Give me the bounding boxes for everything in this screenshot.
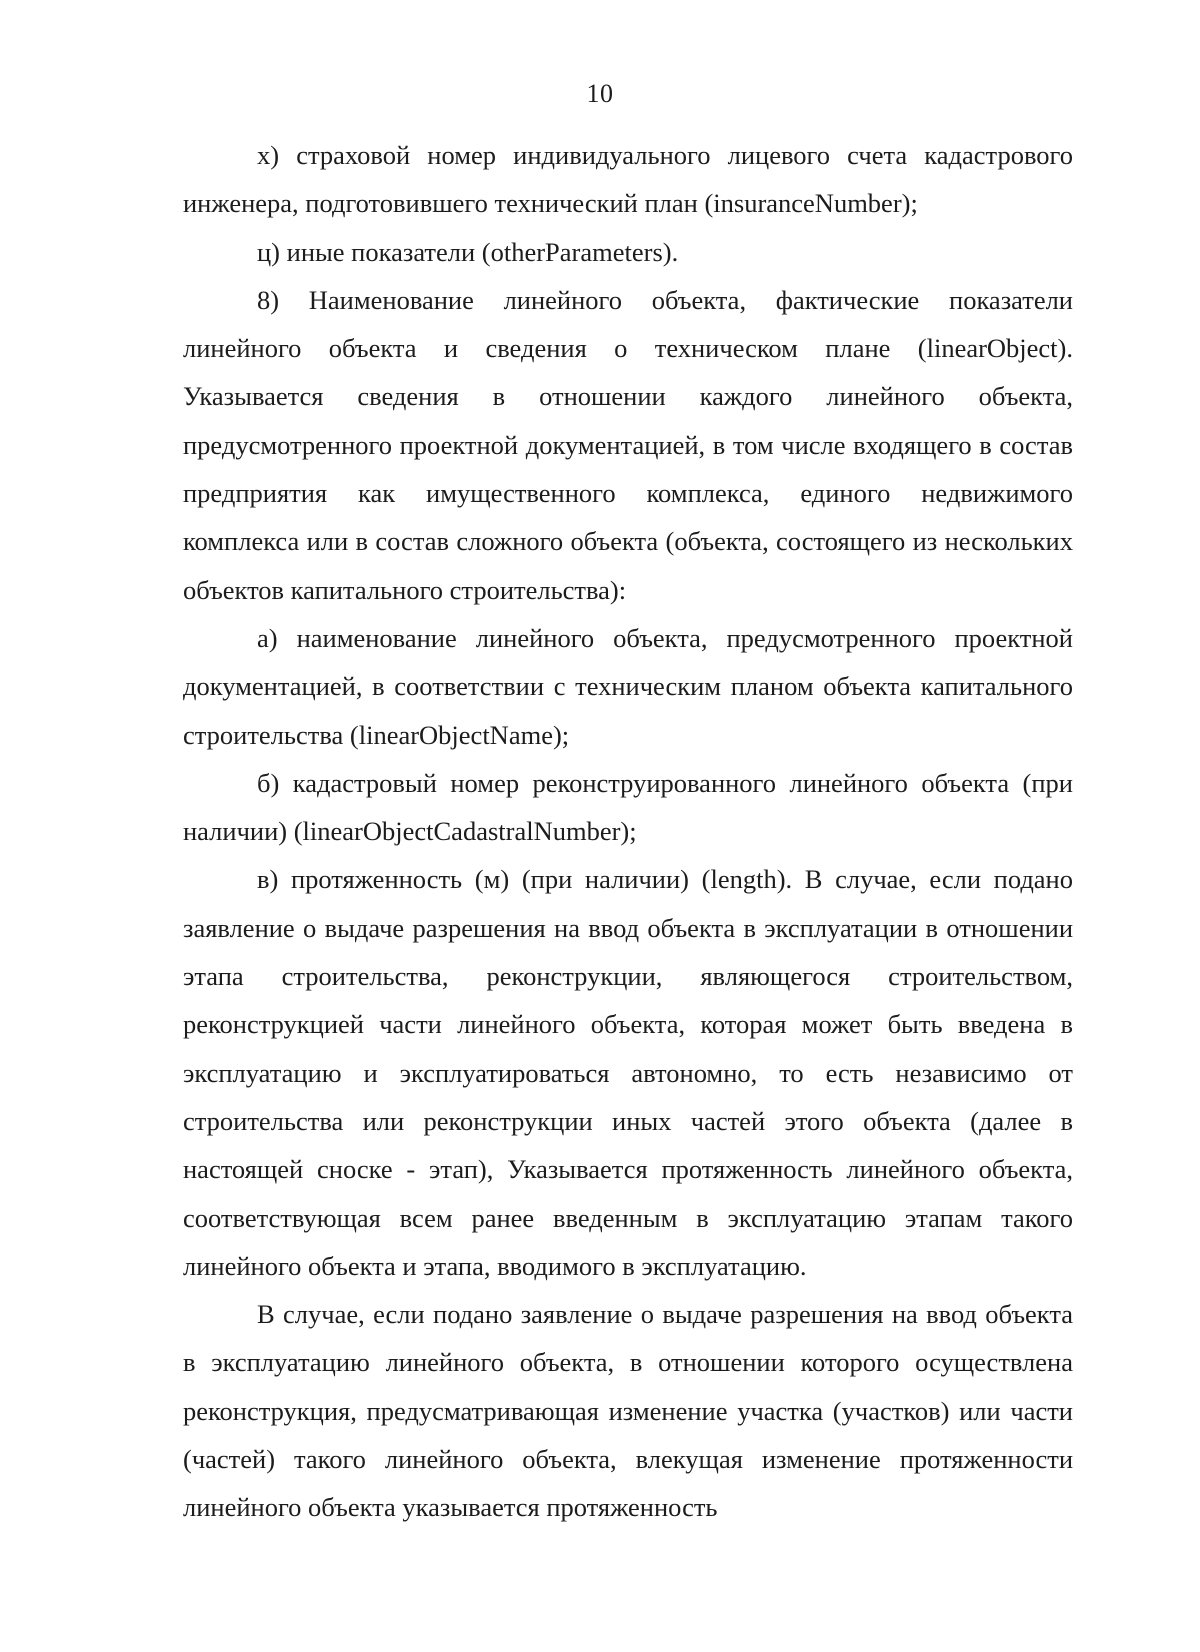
paragraph-linear-object-name: а) наименование линейного объекта, предусмотренного проектной документацией, в соответствии с техническим планом объекта капитального строительства (linearObjectName); <box>183 622 1073 750</box>
paragraph-insurance-number: х) страховой номер индивидуального лицевого счета кадастрового инженера, подготовившего технический план (insuranceNumber); <box>183 140 1073 219</box>
paragraph-cadastral-number: б) кадастровый номер реконструированного линейного объекта (при наличии) (linearObjectCadastralNumber); <box>183 767 1073 847</box>
paragraph-length: в) протяженность (м) (при наличии) (length). В случае, если подано заявление о выдаче разрешения на ввод объекта в эксплуатации в отношении этапа строительства, реконструкции, являющегося строительством, реконструкцией части линейного объекта, которая может быть введена в эксплуатацию и эксплуатироваться автономно, то есть независимо от строительства или реконструкции иных частей этого объекта (далее в настоящей сноске - этап), Указывается протяженность линейного объекта, соответствующая всем ранее введенным в эксплуатацию этапам такого линейного объекта и этапа, вводимого в эксплуатацию. <box>183 864 1073 1281</box>
page-number: 10 <box>586 79 614 108</box>
body-text <box>183 131 1073 1532</box>
paragraph-reconstruction-case: В случае, если подано заявление о выдаче разрешения на ввод объекта в эксплуатацию линейного объекта, в отношении которого осуществлена реконструкция, предусматривающая изменение участка (участков) или части (частей) такого линейного объекта, влекущая изменение протяженности линейного объекта указывается протяженность <box>183 1299 1073 1523</box>
paragraph-linear-object: 8) Наименование линейного объекта, фактические показатели линейного объекта и сведения о техническом плане (linearObject). Указывается сведения в отношении каждого линейного объекта, предусмотренного проектной документацией, в том числе входящего в состав предприятия как имущественного комплекса, единого недвижимого комплекса или в состав сложного объекта (объекта, состоящего из нескольких объектов капитального строительства): <box>183 284 1073 605</box>
paragraph-other-parameters: ц) иные показатели (otherParameters). <box>257 236 679 267</box>
